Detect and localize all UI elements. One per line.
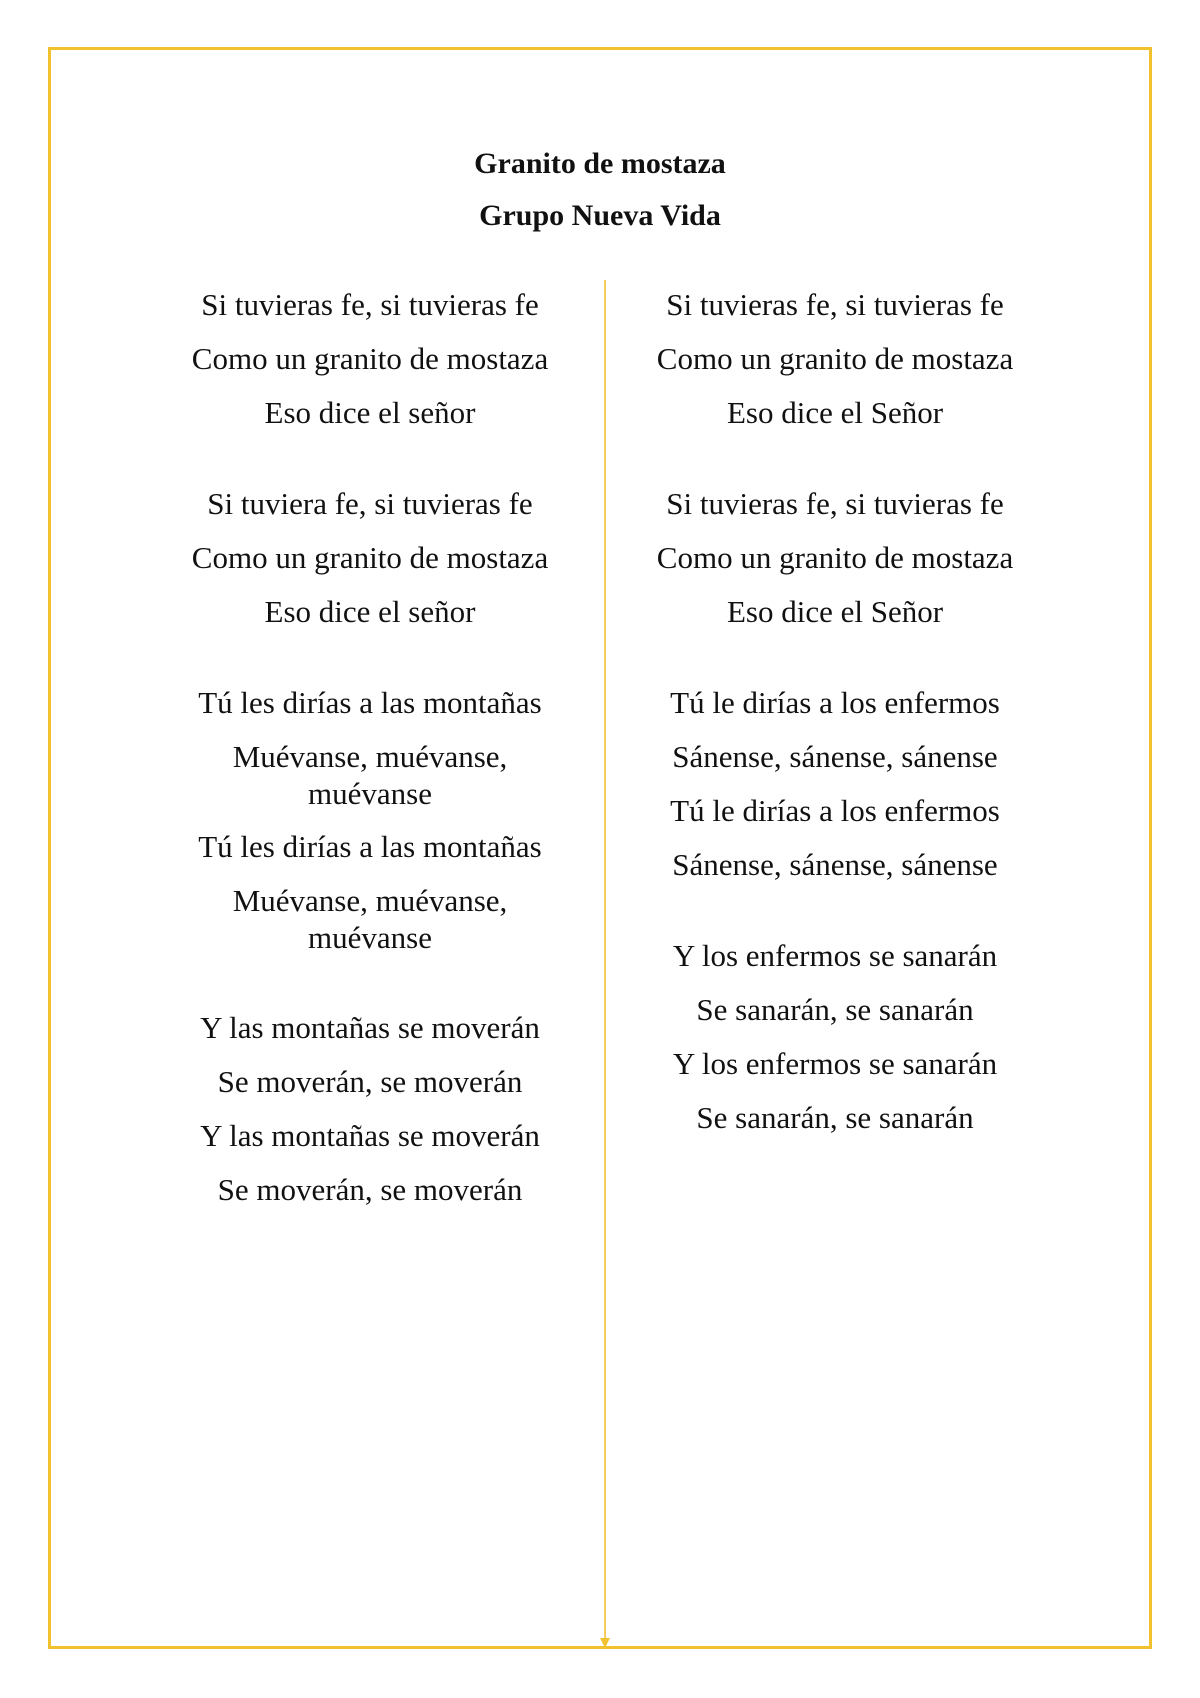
lyric-line: Se sanarán, se sanarán bbox=[696, 1100, 974, 1135]
stanza bbox=[155, 1009, 585, 1209]
stanza bbox=[620, 485, 1050, 631]
lyric-line: Como un granito de mostaza bbox=[656, 540, 1014, 575]
stanza bbox=[620, 286, 1050, 432]
lyric-line: Si tuvieras fe, si tuvieras fe bbox=[666, 287, 1004, 322]
stanza bbox=[155, 684, 585, 956]
lyric-line: Eso dice el señor bbox=[264, 395, 476, 430]
column-divider-arrow bbox=[600, 280, 610, 1650]
lyric-line: Si tuvieras fe, si tuvieras fe bbox=[201, 287, 539, 322]
lyric-line: Sánense, sánense, sánense bbox=[672, 739, 998, 774]
lyric-line: Tú les dirías a las montañas bbox=[198, 829, 542, 864]
lyric-line: Muévanse, muévanse, muévanse bbox=[232, 739, 508, 811]
stanza bbox=[620, 937, 1050, 1137]
lyric-line: Y las montañas se moverán bbox=[200, 1010, 540, 1045]
lyric-line: Tú le dirías a los enfermos bbox=[670, 793, 1000, 828]
lyric-line: Y los enfermos se sanarán bbox=[672, 1046, 998, 1081]
lyric-line: Y los enfermos se sanarán bbox=[672, 938, 998, 973]
lyric-line: Tú les dirías a las montañas bbox=[198, 685, 542, 720]
lyric-line: Tú le dirías a los enfermos bbox=[670, 685, 1000, 720]
lyric-line: Sánense, sánense, sánense bbox=[672, 847, 998, 882]
lyric-line: Como un granito de mostaza bbox=[191, 341, 549, 376]
song-artist: Grupo Nueva Vida bbox=[479, 199, 721, 232]
lyric-line: Eso dice el señor bbox=[264, 594, 476, 629]
lyric-line: Se moverán, se moverán bbox=[217, 1172, 523, 1207]
lyric-line: Y las montañas se moverán bbox=[200, 1118, 540, 1153]
lyric-line: Como un granito de mostaza bbox=[191, 540, 549, 575]
stanza bbox=[155, 286, 585, 432]
lyric-line: Se moverán, se moverán bbox=[217, 1064, 523, 1099]
lyric-line: Si tuvieras fe, si tuvieras fe bbox=[666, 486, 1004, 521]
lyric-line: Como un granito de mostaza bbox=[656, 341, 1014, 376]
lyrics-column-right bbox=[620, 286, 1050, 1190]
stanza bbox=[620, 684, 1050, 884]
arrowhead-icon bbox=[600, 1638, 610, 1648]
lyric-line: Eso dice el Señor bbox=[726, 594, 944, 629]
lyric-line: Muévanse, muévanse, muévanse bbox=[232, 883, 508, 955]
song-title: Granito de mostaza bbox=[474, 147, 726, 180]
lyric-line: Eso dice el Señor bbox=[726, 395, 944, 430]
stanza bbox=[155, 485, 585, 631]
lyric-line: Se sanarán, se sanarán bbox=[696, 992, 974, 1027]
lyrics-column-left bbox=[155, 286, 585, 1262]
lyric-line: Si tuviera fe, si tuvieras fe bbox=[207, 486, 533, 521]
